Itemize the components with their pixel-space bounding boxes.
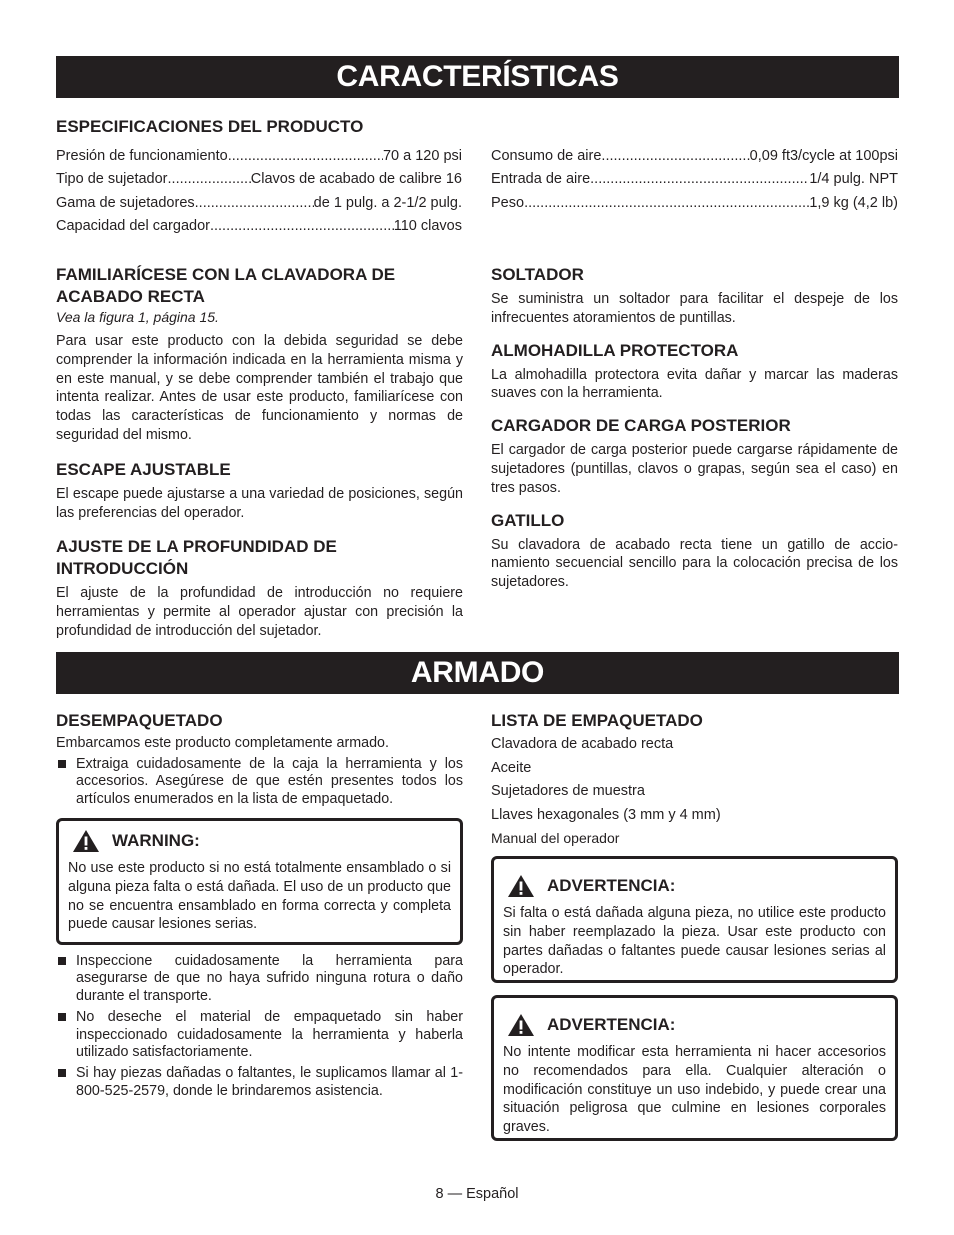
- advertencia-body: Si falta o está dañada alguna pieza, no utilice este producto sin haber reemplazado la pieza. Usar este producto con partes dañadas o faltantes puede causar lesiones serias al operador.: [503, 905, 886, 978]
- packing-list-item: Llaves hexagonales (3 mm y 4 mm): [491, 806, 721, 823]
- spec-leader: [210, 215, 394, 238]
- spec-leader: [168, 168, 251, 191]
- spec-label: Presión de funcionamiento: [56, 148, 228, 164]
- bullet-square-icon: [58, 1013, 66, 1021]
- armado-title: ARMADO: [410, 656, 545, 689]
- warning-title: WARNING:: [112, 831, 200, 850]
- spec-row: [491, 192, 898, 215]
- spec-value: Clavos de acabado de calibre 16: [250, 171, 462, 188]
- spec-leader: [601, 145, 749, 168]
- desempaquetado-heading: DESEMPAQUETADO: [56, 711, 223, 730]
- list-item-text: Extraiga cuidadosamente de la caja la herramienta y los accesorios. Asegúrese de que estén presentes todos los artículos enumerados en la lista de empaquetado.: [76, 755, 463, 807]
- packing-list-item: Clavadora de acabado recta: [491, 736, 674, 752]
- spec-leader: [590, 168, 809, 191]
- especificaciones-section: [56, 116, 476, 138]
- packing-list: [491, 733, 898, 851]
- spec-row: [56, 192, 462, 215]
- desempaquetado-list-1: [56, 756, 463, 808]
- familiaricese-body: Para usar este producto con la debida seguridad se debe comprender la información indicada en la herramienta misma y en este manual, y se debe comprender también el trabajo que intenta realizar. Antes de usar este producto, familiarícese con todas las características de funcionamiento y normas de seguridad del mismo.: [56, 333, 463, 443]
- bullet-list: [56, 953, 463, 1100]
- advertencia-title: ADVERTENCIA:: [547, 876, 676, 895]
- ajuste-body: El ajuste de la profundidad de introducción no requiere herramientas y permite al operador ajustar con precisión la profundidad de introducción del sujetador.: [56, 585, 463, 639]
- spec-label: Entrada de aire: [491, 171, 591, 188]
- desempaquetado-list-2: [56, 953, 463, 1100]
- list-item-text: Inspeccione cuidadosamente la herramienta para asegurarse de que no haya sufrido ninguna rotura o daño durante el transporte.: [76, 953, 463, 1004]
- warning-triangle-icon: [507, 1013, 535, 1037]
- almohadilla-heading: ALMOHADILLA PROTECTORA: [491, 340, 739, 360]
- bullet-square-icon: [58, 1069, 66, 1077]
- soltador-body: Se suministra un soltador para facilitar el despeje de los infrecuentes atoramientos de puntillas.: [491, 291, 898, 326]
- caracteristicas-left-column: [56, 264, 463, 641]
- figure-reference: Vea la figura 1, página 15.: [56, 309, 219, 325]
- familiaricese-heading: FAMILIARÍCESE CON LA CLAVADORA DE ACABADO RECTA: [56, 265, 396, 306]
- cargador-body: El cargador de carga posterior puede cargarse rápidamente de sujetadores (puntillas, clavos o grapas, según sea el caso) en tres pasos.: [491, 442, 898, 496]
- specs-left: [56, 145, 462, 238]
- spec-value: 0,09 ft3/cycle at 100psi: [749, 148, 898, 164]
- cargador-heading: CARGADOR DE CARGA POSTERIOR: [491, 416, 791, 436]
- warning-triangle-icon: [72, 829, 100, 853]
- desempaquetado-intro: Embarcamos este producto completamente armado.: [56, 735, 389, 751]
- advertencia-title: ADVERTENCIA:: [547, 1015, 676, 1034]
- advertencia-header: [503, 874, 886, 898]
- list-item: [56, 756, 463, 808]
- page-footer: [0, 1186, 954, 1202]
- packing-list-item: Aceite: [491, 759, 532, 776]
- warning-box: [56, 818, 463, 945]
- spec-label: Consumo de aire: [491, 148, 602, 164]
- gatillo-heading: GATILLO: [491, 510, 565, 530]
- spec-row: [491, 145, 898, 168]
- ajuste-heading: AJUSTE DE LA PROFUNDIDAD DE INTRODUCCIÓN: [56, 537, 337, 579]
- warning-triangle-icon: [507, 874, 535, 898]
- gatillo-body: Su clavadora de acabado recta tiene un gatillo de accio-namiento secuencial sencillo para la colocación precisa de los sujetadores.: [491, 536, 898, 591]
- spec-label: Gama de sujetadores: [56, 194, 195, 211]
- spec-leader: [524, 192, 809, 215]
- spec-value: 1/4 pulg. NPT: [809, 171, 898, 188]
- escape-body: El escape puede ajustarse a una variedad de posiciones, según las preferencias del operador.: [56, 485, 463, 521]
- escape-heading: ESCAPE AJUSTABLE: [56, 459, 231, 479]
- armado-banner: [56, 652, 899, 694]
- spec-row: [56, 145, 462, 168]
- spec-value: de 1 pulg. a 2-1/2 pulg.: [313, 194, 462, 211]
- packing-list-item: Manual del operador: [491, 830, 620, 847]
- advertencia-box-1: [491, 856, 898, 983]
- spec-value: 110 clavos: [393, 217, 462, 234]
- spec-label: Tipo de sujetador: [56, 171, 168, 188]
- spec-leader: [228, 145, 383, 168]
- specs-right: [491, 145, 898, 215]
- almohadilla-body: La almohadilla protectora evita dañar y marcar las maderas suaves con la herramienta.: [491, 366, 898, 402]
- advertencia-box-2: [491, 995, 898, 1141]
- caracteristicas-banner: [56, 56, 899, 98]
- list-item-text: No deseche el material de empaquetado sin haber inspeccionado cuidadosamente la herramienta y haberla utilizado satisfactoriamente.: [76, 1009, 463, 1061]
- spec-value: 70 a 120 psi: [382, 148, 462, 164]
- lista-section: [491, 710, 898, 851]
- list-item: [56, 1065, 463, 1100]
- lista-heading: LISTA DE EMPAQUETADO: [491, 711, 703, 730]
- packing-list-item: Sujetadores de muestra: [491, 783, 645, 800]
- warning-header: [68, 829, 451, 853]
- desempaquetado-section: [56, 710, 463, 808]
- caracteristicas-right-column: [491, 264, 898, 592]
- spec-row: [491, 168, 898, 191]
- warning-body: No use este producto si no está totalmente ensamblado o si alguna pieza falta o está dañada. El uso de un producto que no se encuentra ensamblado en forma correcta y completa puede causar lesiones serias.: [68, 860, 451, 933]
- list-item: [56, 953, 463, 1005]
- spec-leader: [195, 192, 314, 215]
- list-item: [56, 1009, 463, 1061]
- especificaciones-heading: ESPECIFICACIONES DEL PRODUCTO: [56, 117, 364, 136]
- bullet-square-icon: [58, 760, 66, 768]
- advertencia-body: No intente modificar esta herramienta ni hacer accesorios no recomendados para ella. Cualquier alteración o modificación constituye un uso indebido, y puede crear una situación peligrosa que culmine en lesiones corporales graves.: [503, 1044, 886, 1136]
- list-item-text: Si hay piezas dañadas o faltantes, le suplicamos llamar al 1-800-525-2579, donde le brindaremos asistencia.: [76, 1065, 463, 1099]
- spec-label: Peso: [491, 194, 525, 211]
- soltador-heading: SOLTADOR: [491, 265, 584, 284]
- spec-row: [56, 168, 462, 191]
- spec-label: Capacidad del cargador: [56, 217, 210, 234]
- page-number: 8 — Español: [435, 1186, 519, 1202]
- caracteristicas-title: CARACTERÍSTICAS: [336, 60, 619, 93]
- bullet-square-icon: [58, 957, 66, 965]
- advertencia-header: [503, 1013, 886, 1037]
- spec-value: 1,9 kg (4,2 lb): [809, 194, 898, 211]
- spec-row: [56, 215, 462, 238]
